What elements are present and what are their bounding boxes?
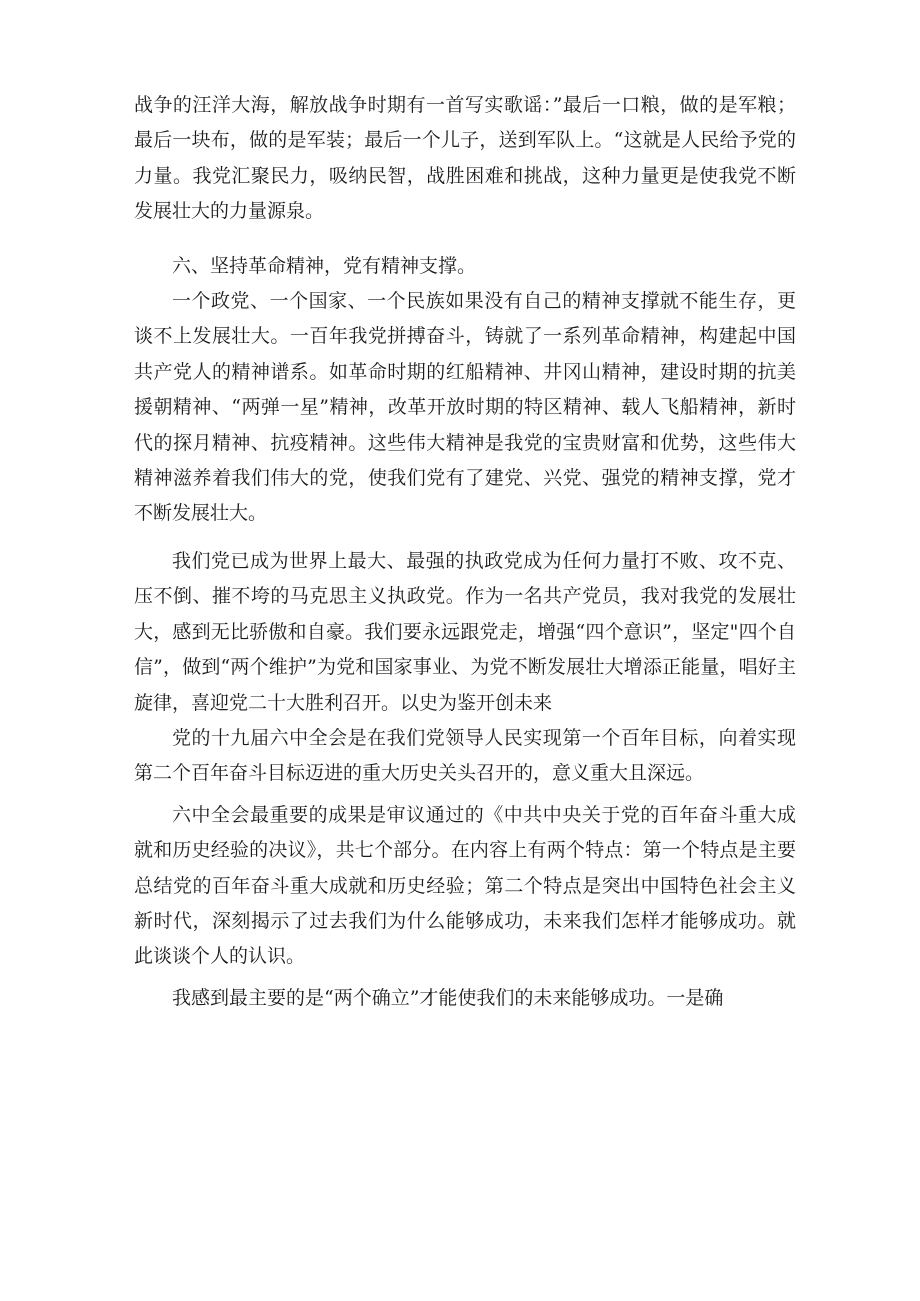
paragraph-sixth-plenary: 党的十九届六中全会是在我们党领导人民实现第一个百年目标，向着实现第二个百年奋斗目标迈进的重大历史关头召开的，意义重大且深远。 — [134, 726, 796, 785]
paragraph-resolution: 六中全会最重要的成果是审议通过的《中共中央关于党的百年奋斗重大成就和历史经验的决议》，共七个部分。在内容上有两个特点：第一个特点是主要总结党的百年奋斗重大成就和历史经验；第二个特点是突出中国特色社会主义新时代，深刻揭示了过去我们为什么能够成功，未来我们怎样才能够成功。就此谈谈个人的认识。 — [134, 803, 796, 968]
paragraph-two-establishments: 我感到最主要的是“两个确立”才能使我们的未来能够成功。一是确 — [172, 986, 724, 1009]
section-heading-six: 六、坚持革命精神，党有精神支撑。 — [172, 254, 477, 277]
paragraph-continuation: 战争的汪洋大海，解放战争时期有一首写实歌谣：”最后一口粮，做的是军粮；最后一块布，做的是军装；最后一个儿子，送到军队上。“这就是人民给予党的力量。我党汇聚民力，吸纳民智，战胜困难和挑战，这种力量更是使我党不断发展壮大的力量源泉。 — [134, 94, 796, 223]
paragraph-spiritual-support: 一个政党、一个国家、一个民族如果没有自己的精神支撑就不能生存，更谈不上发展壮大。一百年我党拼搏奋斗，铸就了一系列革命精神，构建起中国共产党人的精神谱系。如革命时期的红船精神、井冈山精神，建设时期的抗美援朝精神、“两弹一星”精神，改革开放时期的特区精神、载人飞船精神，新时代的探月精神、抗疫精神。这些伟大精神是我党的宝贵财富和优势，这些伟大精神滋养着我们伟大的党，使我们党有了建党、兴党、强党的精神支撑，党才不断发展壮大。 — [134, 290, 796, 525]
paragraph-ruling-party: 我们党已成为世界上最大、最强的执政党成为任何力量打不败、攻不克、压不倒、摧不垮的马克思主义执政党。作为一名共产党员，我对我党的发展壮大，感到无比骄傲和自豪。我们要永远跟党走，增强“四个意识”，坚定"四个自信”，做到“两个维护”为党和国家事业、为党不断发展壮大增添正能量，唱好主旋律，喜迎党二十大胜利召开。以史为鉴开创未来 — [134, 549, 796, 714]
